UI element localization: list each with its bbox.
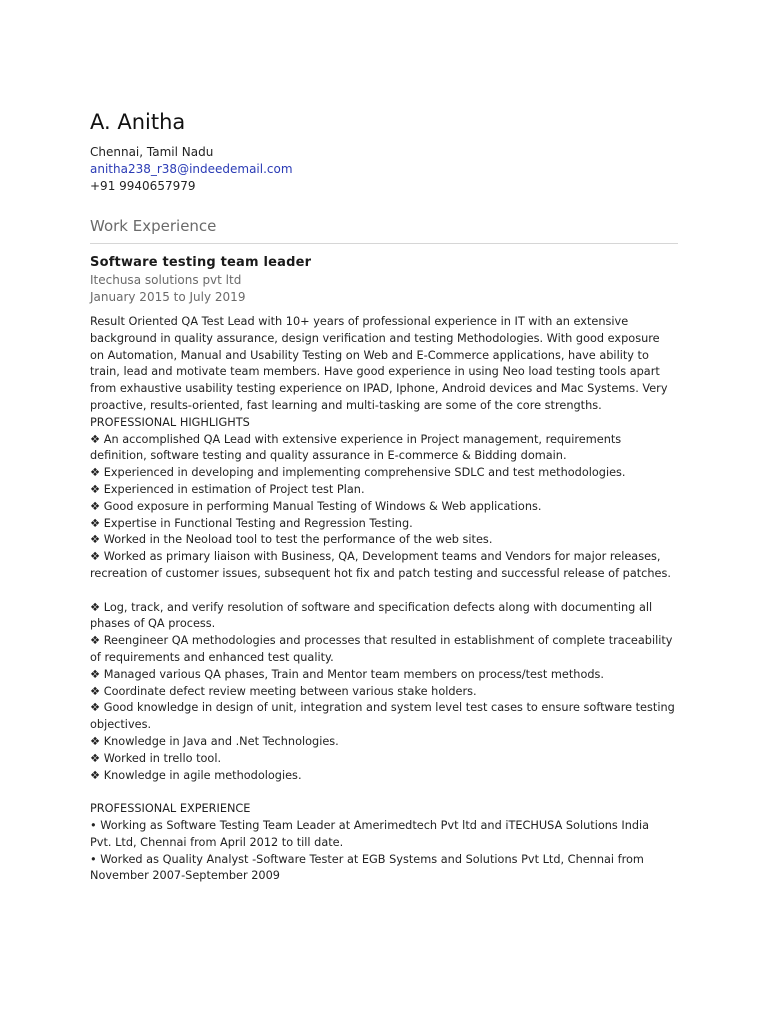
job-title: Software testing team leader [90, 255, 312, 270]
description-line: ❖ Log, track, and verify resolution of software and specification defects along with documenting all [90, 600, 653, 614]
description-line: definition, software testing and quality assurance in E-commerce & Bidding domain. [90, 449, 567, 463]
description-line: ❖ Experienced in estimation of Project test Plan. [90, 482, 365, 496]
description-line: November 2007-September 2009 [90, 869, 280, 883]
description-line: ❖ Worked in the Neoload tool to test the performance of the web sites. [90, 533, 493, 547]
description-line: ❖ Experienced in developing and implementing comprehensive SDLC and test methodologies. [90, 466, 626, 480]
description-line: ❖ Coordinate defect review meeting between various stake holders. [90, 684, 477, 698]
description-line: PROFESSIONAL EXPERIENCE [90, 802, 251, 816]
email-link[interactable]: anitha238_r38@indeedemail.com [90, 162, 293, 176]
description-line: objectives. [90, 718, 152, 732]
description-line: ❖ Worked in trello tool. [90, 751, 222, 765]
contact-block [90, 144, 678, 195]
description-line: ❖ Good exposure in performing Manual Testing of Windows & Web applications. [90, 499, 542, 513]
description-line: Pvt. Ltd, Chennai from April 2012 to till date. [90, 835, 344, 849]
description-line: recreation of customer issues, subsequent hot fix and patch testing and successful release of patches. [90, 566, 671, 580]
description-line: ❖ Managed various QA phases, Train and Mentor team members on process/test methods. [90, 667, 605, 681]
job-dates: January 2015 to July 2019 [90, 290, 246, 304]
description-line: of requirements and enhanced test quality. [90, 650, 334, 664]
description-line: ❖ Knowledge in Java and .Net Technologies. [90, 734, 339, 748]
description-line: ❖ Expertise in Functional Testing and Regression Testing. [90, 516, 413, 530]
description-line: • Working as Software Testing Team Leader at Amerimedtech Pvt ltd and iTECHUSA Solutions India [90, 818, 650, 832]
description-line: ❖ An accomplished QA Lead with extensive experience in Project management, requirements [90, 432, 622, 446]
description-line: ❖ Good knowledge in design of unit, integration and system level test cases to ensure software testing [90, 701, 675, 715]
description-line: ❖ Reengineer QA methodologies and processes that resulted in establishment of complete traceability [90, 634, 673, 648]
description-line: from exhaustive usability testing experience on IPAD, Iphone, Android devices and Mac Systems. Very [90, 382, 668, 396]
description-line: ❖ Worked as primary liaison with Business, QA, Development teams and Vendors for major releases, [90, 550, 661, 564]
description-line: • Worked as Quality Analyst -Software Tester at EGB Systems and Solutions Pvt Ltd, Chennai from [90, 852, 644, 866]
description-line: background in quality assurance, design verification and testing Methodologies. With good exposure [90, 331, 660, 345]
location-text: Chennai, Tamil Nadu [90, 145, 214, 159]
section-title-work-experience: Work Experience [90, 215, 678, 244]
candidate-name: A. Anitha [90, 110, 186, 134]
company-name: Itechusa solutions pvt ltd [90, 273, 242, 287]
blank-line [90, 583, 678, 600]
description-line: phases of QA process. [90, 617, 216, 631]
description-line: train, lead and motivate team members. Have good experience in using Neo load testing tools apart [90, 365, 660, 379]
description-line: PROFESSIONAL HIGHLIGHTS [90, 415, 250, 429]
description-line: on Automation, Manual and Usability Testing on Web and E-Commerce applications, have ability to [90, 348, 649, 362]
description-line: ❖ Knowledge in agile methodologies. [90, 768, 302, 782]
phone-text: +91 9940657979 [90, 179, 196, 193]
description-line: proactive, results-oriented, fast learning and multi-tasking are some of the core strengths. [90, 398, 602, 412]
blank-line [90, 784, 678, 801]
description-line: Result Oriented QA Test Lead with 10+ years of professional experience in IT with an extensive [90, 315, 629, 328]
resume-content [90, 108, 678, 885]
job-description [90, 314, 678, 885]
